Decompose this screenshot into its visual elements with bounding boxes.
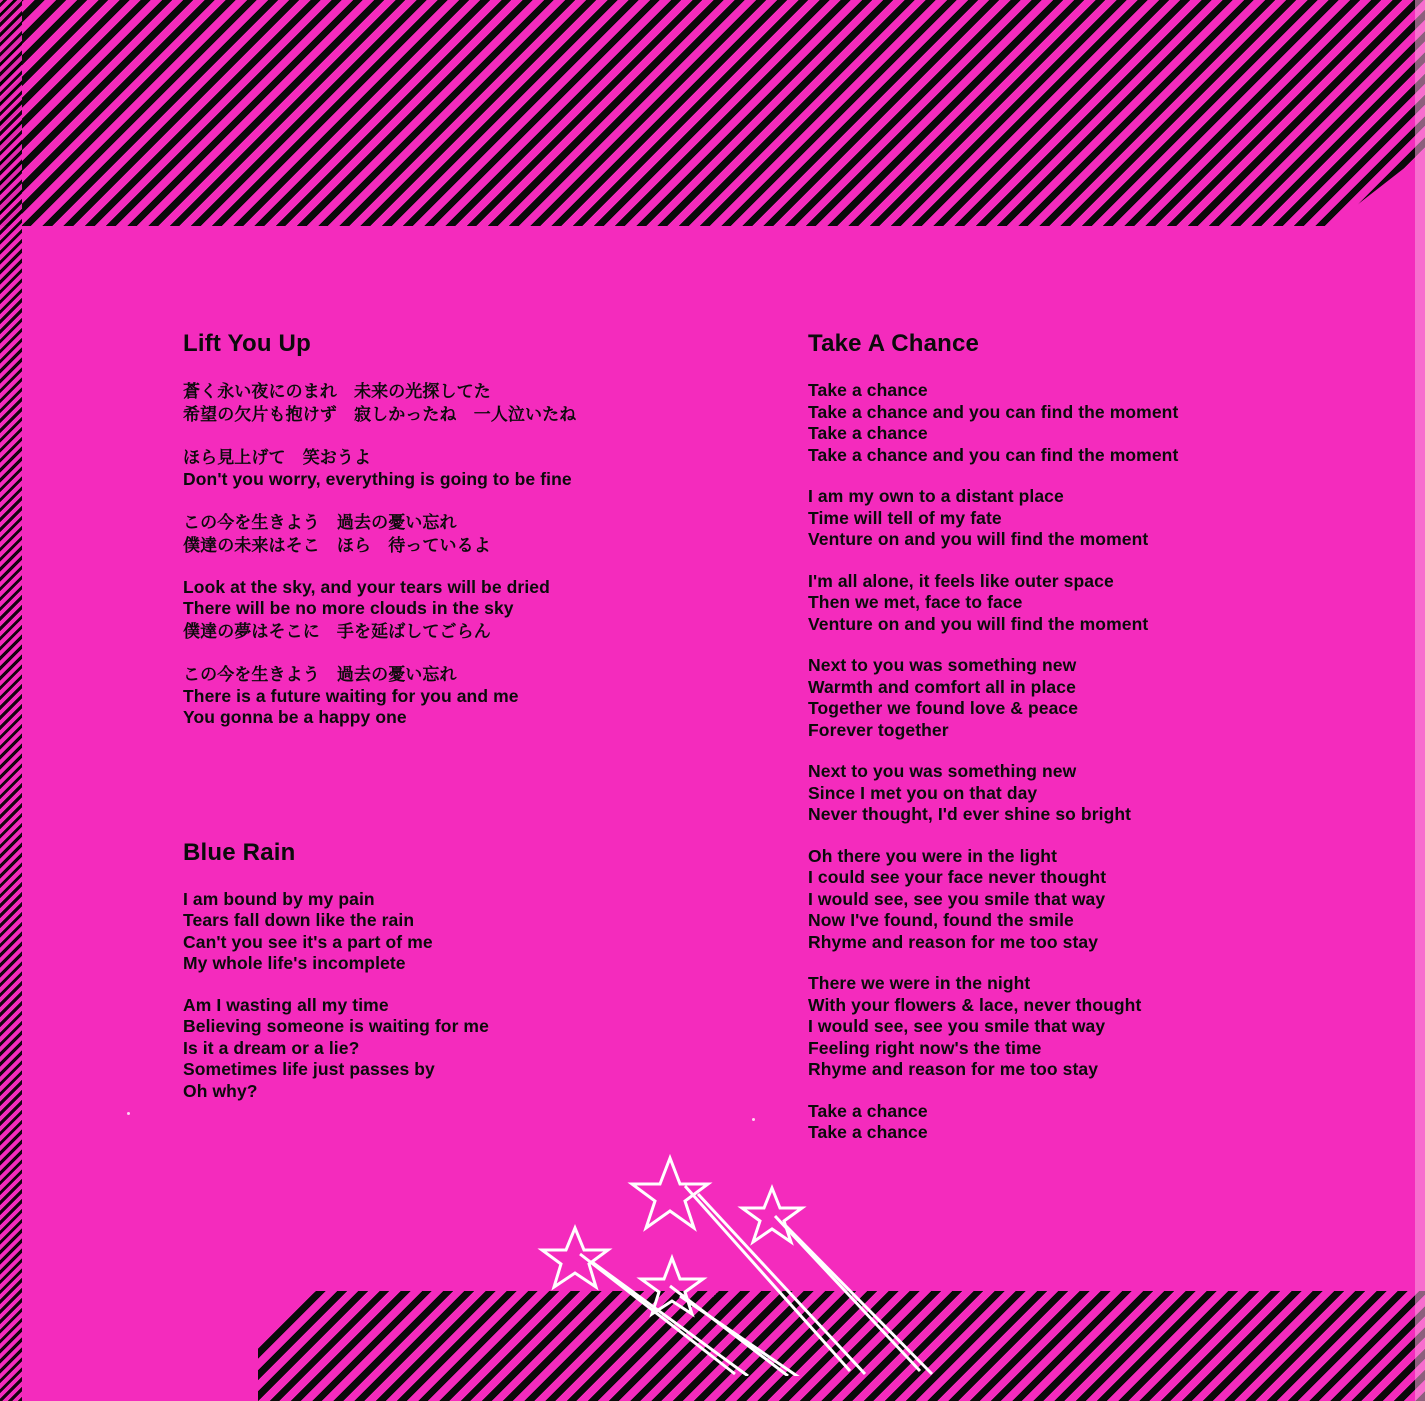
lyrics-line: Don't you worry, everything is going to be fine <box>183 469 572 489</box>
left-edge-stripe <box>0 0 22 1401</box>
lyrics-line: Rhyme and reason for me too stay <box>808 1059 1099 1079</box>
lyrics-line: Then we met, face to face <box>808 592 1023 612</box>
lyrics-line: Take a chance and you can find the moment <box>808 444 1179 465</box>
lyrics-line: Am I wasting all my time <box>183 994 389 1015</box>
lyrics-stanza <box>183 380 743 426</box>
lyrics-line: 蒼く永い夜にのまれ 未来の光探してた <box>183 382 491 401</box>
song-title: Lift You Up <box>183 330 311 357</box>
lyrics-line: Look at the sky, and your tears will be dried <box>183 576 550 597</box>
lyrics-line: There is a future waiting for you and me <box>183 685 519 706</box>
lyrics-line: Take a chance <box>808 1122 928 1142</box>
lyrics-stanza <box>808 846 1328 954</box>
lyrics-line: There will be no more clouds in the sky <box>183 598 514 618</box>
lyrics-line: With your flowers & lace, never thought <box>808 994 1142 1015</box>
lyrics-line: Since I met you on that day <box>808 782 1038 803</box>
lyrics-line: 僕達の夢はそこに 手を延ばしてごらん <box>183 621 491 641</box>
right-edge-strip <box>1415 0 1425 1401</box>
lyrics-stanza <box>808 486 1328 551</box>
lyrics-line: Next to you was something new <box>808 655 1077 675</box>
lyrics-stanza <box>183 577 743 643</box>
lyrics-line: Believing someone is waiting for me <box>183 1016 489 1036</box>
lyrics-line: Sometimes life just passes by <box>183 1059 435 1079</box>
lyrics-stanza <box>808 380 1328 466</box>
lyrics-stanza <box>183 889 743 975</box>
lyrics-stanza <box>808 761 1328 826</box>
lyrics-line: I would see, see you smile that way <box>808 1016 1106 1036</box>
lyrics-line: Take a chance <box>808 380 928 400</box>
lyrics-stanza <box>808 1101 1328 1144</box>
song-blue-rain <box>183 839 743 1103</box>
lyrics-line: Take a chance and you can find the moment <box>808 401 1179 422</box>
lyrics-line: I am bound by my pain <box>183 888 375 909</box>
lyrics-line: Now I've found, found the smile <box>808 910 1074 930</box>
lyrics-stanza <box>183 446 743 491</box>
lyrics-line: You gonna be a happy one <box>183 707 407 727</box>
lyrics-line: Is it a dream or a lie? <box>183 1037 360 1058</box>
lyrics-stanza <box>808 973 1328 1081</box>
lyrics-line: 希望の欠片も抱けず 寂しかったね 一人泣いたね <box>183 405 577 424</box>
lyrics-line: Take a chance <box>808 1100 928 1121</box>
lyrics-column-right <box>808 330 1328 1164</box>
lyrics-stanza <box>183 663 743 729</box>
lyrics-line: Oh there you were in the light <box>808 845 1057 866</box>
lyrics-line: Warmth and comfort all in place <box>808 676 1076 697</box>
lyrics-line: Can't you see it's a part of me <box>183 931 433 952</box>
lyrics-line: Together we found love & peace <box>808 698 1079 718</box>
lyrics-line: Oh why? <box>183 1080 258 1101</box>
lyrics-line: My whole life's incomplete <box>183 953 406 973</box>
lyrics-line: ほら見上げて 笑おうよ <box>183 448 372 467</box>
lyrics-line: Rhyme and reason for me too stay <box>808 931 1099 952</box>
lyrics-line: I could see your face never thought <box>808 867 1107 887</box>
lyrics-line: この今を生きよう 過去の憂い忘れ <box>183 512 457 532</box>
lyrics-stanza <box>183 511 743 557</box>
lyrics-line: Never thought, I'd ever shine so bright <box>808 804 1132 824</box>
lyrics-stanza <box>808 655 1328 741</box>
lyrics-line: Tears fall down like the rain <box>183 910 415 930</box>
lyrics-column-left <box>183 330 743 1122</box>
lyrics-line: Venture on and you will find the moment <box>808 529 1149 549</box>
lyrics-line: I would see, see you smile that way <box>808 888 1106 909</box>
lyrics-line: There we were in the night <box>808 973 1031 993</box>
song-take-a-chance <box>808 330 1328 1144</box>
lyrics-line: この今を生きよう 過去の憂い忘れ <box>183 664 457 684</box>
lyrics-stanza <box>808 571 1328 636</box>
lyrics-line: Take a chance <box>808 423 928 443</box>
lyrics-line: I'm all alone, it feels like outer space <box>808 570 1114 591</box>
lyrics-line: Next to you was something new <box>808 761 1077 781</box>
song-title: Blue Rain <box>183 838 296 866</box>
song-lift-you-up <box>183 330 743 729</box>
lyrics-line: Time will tell of my fate <box>808 507 1002 528</box>
lyrics-line: Forever together <box>808 719 949 740</box>
lyrics-line: I am my own to a distant place <box>808 486 1064 506</box>
lyrics-stanza <box>183 995 743 1103</box>
lyrics-line: Feeling right now's the time <box>808 1037 1042 1058</box>
song-title: Take A Chance <box>808 330 980 357</box>
lyrics-line: Venture on and you will find the moment <box>808 613 1149 634</box>
lyrics-line: 僕達の未来はそこ ほら 待っているよ <box>183 535 491 555</box>
